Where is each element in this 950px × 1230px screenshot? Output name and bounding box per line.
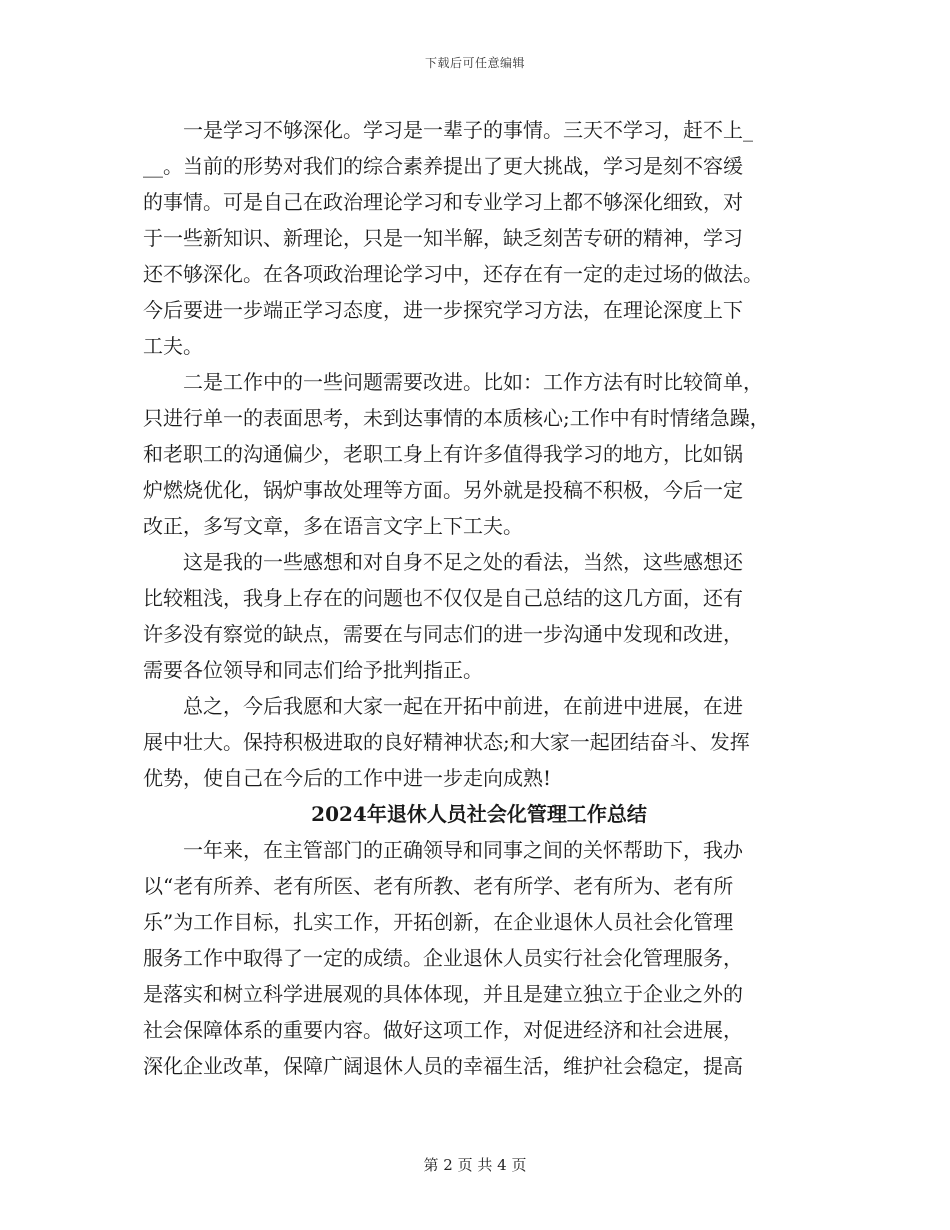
text-line: 二是工作中的一些问题需要改进。比如：工作方法有时比较简单， xyxy=(143,370,763,394)
text-line: 的事情。可是自己在政治理论学习和专业学习上都不够深化细致，对 xyxy=(143,190,743,214)
text-line: 总之，今后我愿和大家一起在开拓中前进，在前进中进展，在进 xyxy=(143,694,743,718)
text-line: 一年来，在主管部门的正确领导和同事之间的关怀帮助下，我办 xyxy=(143,838,743,862)
page-footer: 第 2 页 共 4 页 xyxy=(423,1156,527,1174)
text-line: 这是我的一些感想和对自身不足之处的看法，当然，这些感想还 xyxy=(143,550,743,574)
text-line: 一是学习不够深化。学习是一辈子的事情。三天不学习，赶不上_ xyxy=(143,118,753,142)
text-line: 是落实和树立科学进展观的具体体现，并且是建立独立于企业之外的 xyxy=(143,982,743,1006)
text-line: 只进行单一的表面思考，未到达事情的本质核心;工作中有时情绪急躁， xyxy=(143,406,770,430)
text-line: 比较粗浅，我身上存在的问题也不仅仅是自己总结的这几方面，还有 xyxy=(143,586,743,610)
text-line: 改正，多写文章，多在语言文字上下工夫。 xyxy=(143,514,523,538)
page-header: 下载后可任意编辑 xyxy=(424,56,525,70)
text-line: __。当前的形势对我们的综合素养提出了更大挑战，学习是刻不容缓 xyxy=(143,154,743,178)
document-body xyxy=(143,112,815,1084)
text-line: 许多没有察觉的缺点，需要在与同志们的进一步沟通中发现和改进， xyxy=(143,622,743,646)
text-line: 服务工作中取得了一定的成绩。企业退休人员实行社会化管理服务， xyxy=(143,946,743,970)
text-line: 社会保障体系的重要内容。做好这项工作，对促进经济和社会进展， xyxy=(143,1018,743,1042)
text-line: 还不够深化。在各项政治理论学习中，还存在有一定的走过场的做法。 xyxy=(143,262,763,286)
text-line: 优势，使自己在今后的工作中进一步走向成熟! xyxy=(143,766,552,790)
text-line: 乐”为工作目标，扎实工作，开拓创新，在企业退休人员社会化管理 xyxy=(143,910,734,934)
section-title: 2024年退休人员社会化管理工作总结 xyxy=(311,802,647,826)
text-line: 展中壮大。保持积极进取的良好精神状态;和大家一起团结奋斗、发挥 xyxy=(143,730,750,754)
text-line: 和老职工的沟通偏少，老职工身上有许多值得我学习的地方，比如锅 xyxy=(143,442,743,466)
text-line: 今后要进一步端正学习态度，进一步探究学习方法，在理论深度上下 xyxy=(143,298,743,322)
text-line: 于一些新知识、新理论，只是一知半解，缺乏刻苦专研的精神，学习 xyxy=(143,226,743,250)
text-line: 工夫。 xyxy=(143,334,203,358)
text-line: 需要各位领导和同志们给予批判指正。 xyxy=(143,658,483,682)
text-line: 以“老有所养、老有所医、老有所教、老有所学、老有所为、老有所 xyxy=(143,874,734,898)
text-line: 深化企业改革，保障广阔退休人员的幸福生活，维护社会稳定，提高 xyxy=(143,1054,743,1078)
text-line: 炉燃烧优化，锅炉事故处理等方面。另外就是投稿不积极，今后一定 xyxy=(143,478,743,502)
